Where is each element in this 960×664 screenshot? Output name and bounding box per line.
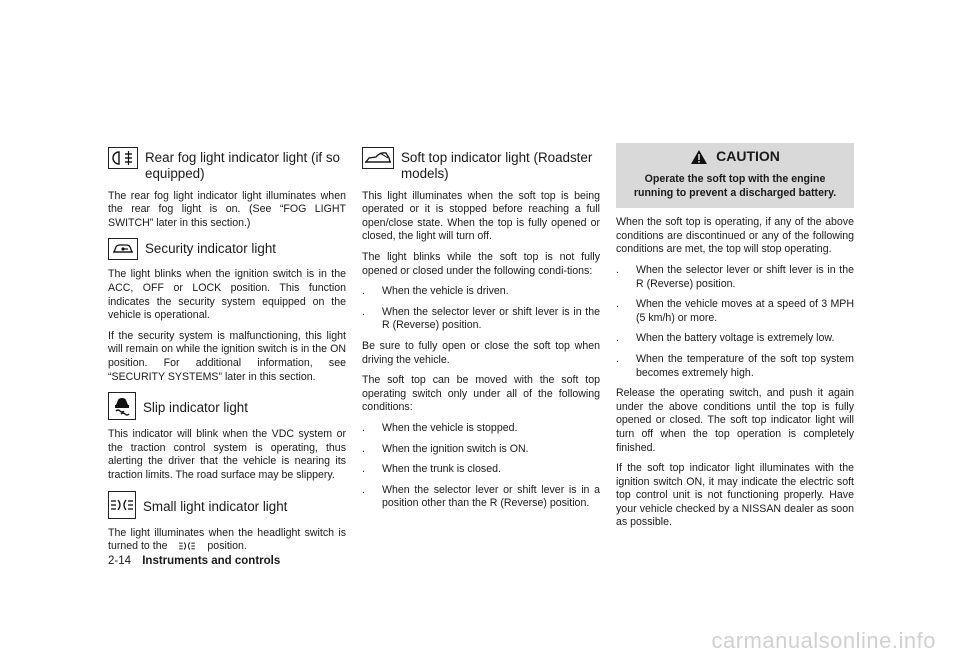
security-car-icon (108, 238, 138, 260)
section-name: Instruments and controls (142, 555, 281, 567)
soft-top-title-2: models) (401, 165, 449, 181)
small-light-inline-icon (174, 541, 200, 551)
rear-fog-title: Rear fog light indicator light (if so (145, 150, 341, 165)
col3-bullet-1: . When the selector lever or shift lever is in the R (Reverse) position. (616, 263, 854, 290)
soft-top-bullet-6: . When the selector lever or shift lever is in a position other than the R (Reverse) position. (362, 483, 600, 510)
rear-fog-heading (108, 147, 346, 182)
security-body-1: The light blinks when the ignition switch is in the ACC, OFF or LOCK position. This function indicates the security system equipped on the vehicle is operational. (108, 268, 346, 322)
soft-top-bullet-2: . When the selector lever or shift lever is in the R (Reverse) position. (362, 305, 600, 332)
warning-triangle-icon (690, 149, 708, 165)
soft-top-body-1: This light illuminates when the soft top is being operated or it is stopped before reaching a full open/close state. When the top is fully opened or closed, the light will turn off. (362, 189, 600, 243)
slip-car-icon (108, 392, 136, 420)
small-light-heading (108, 491, 346, 519)
column-3 (616, 143, 854, 537)
small-light-body-pre: The light illuminates when the headlight switch is turned to the (108, 526, 346, 553)
col3-body-3: If the soft top indicator light illuminates with the ignition switch ON, it may indicate the electric soft top control unit is not functioning properly. Have your vehicle checked by a NISSAN dealer as soon as possible. (616, 462, 854, 529)
security-title: Security indicator light (145, 241, 276, 257)
small-light-body (108, 527, 346, 554)
security-body-2: If the security system is malfunctioning, this light will remain on while the ignition switch is in the ON position. For additional information, see “SECURITY SYSTEMS” later in this section. (108, 329, 346, 383)
small-light-icon (108, 491, 136, 519)
security-heading (108, 238, 346, 260)
soft-top-bullet-5: . When the trunk is closed. (362, 463, 501, 476)
slip-title: Slip indicator light (143, 400, 248, 416)
col3-bullet-4: . When the temperature of the soft top system becomes extremely high. (616, 352, 854, 379)
slip-heading (108, 392, 346, 420)
rear-fog-body: The rear fog light indicator light illuminates when the rear fog light is on. (See “FOG LIGHT SWITCH” later in this section.) (108, 189, 346, 229)
rear-fog-title-2: equipped) (145, 165, 205, 181)
soft-top-body-4: The soft top can be moved with the soft top operating switch only under all of the following conditions: (362, 374, 600, 414)
small-light-title: Small light indicator light (143, 498, 288, 514)
soft-top-heading (362, 147, 600, 182)
soft-top-body-3: Be sure to fully open or close the soft top when driving the vehicle. (362, 339, 600, 366)
watermark: carmanualsonline.info (711, 628, 936, 653)
col3-body-2: Release the operating switch, and push it again under the above conditions until the top is fully opened or closed. The soft top indicator light will turn off when the top operation is completely finished. (616, 387, 854, 454)
soft-top-icon (362, 147, 394, 169)
soft-top-title: Soft top indicator light (Roadster (401, 150, 593, 165)
page-number: 2-14 (108, 555, 132, 567)
caution-heading: CAUTION (716, 148, 780, 165)
slip-body: This indicator will blink when the VDC system or the traction control system is operating, thus alerting the driver that the vehicle is nearing its traction limits. The road surface may be slippery. (108, 428, 346, 481)
small-light-body-post: position. (207, 540, 247, 553)
column-1 (108, 147, 346, 561)
caution-box (616, 143, 854, 208)
col3-bullet-2: . When the vehicle moves at a speed of 3 MPH (5 km/h) or more. (616, 298, 854, 324)
rear-fog-light-icon (108, 147, 138, 169)
soft-top-body-2: The light blinks while the soft top is not fully opened or closed under the following condi-tions: (362, 250, 600, 277)
column-2 (362, 147, 600, 518)
caution-text: Operate the soft top with the engine running to prevent a discharged battery. (633, 173, 837, 199)
col3-bullet-3: . When the battery voltage is extremely low. (616, 332, 835, 345)
soft-top-bullet-1: . When the vehicle is driven. (362, 285, 509, 298)
soft-top-bullet-3: . When the vehicle is stopped. (362, 421, 518, 434)
col3-body-1: When the soft top is operating, if any of the above conditions are discontinued or any of the following conditions are met, the top will stop operating. (616, 216, 854, 256)
soft-top-bullet-4: . When the ignition switch is ON. (362, 442, 529, 455)
page-footer (108, 555, 280, 567)
